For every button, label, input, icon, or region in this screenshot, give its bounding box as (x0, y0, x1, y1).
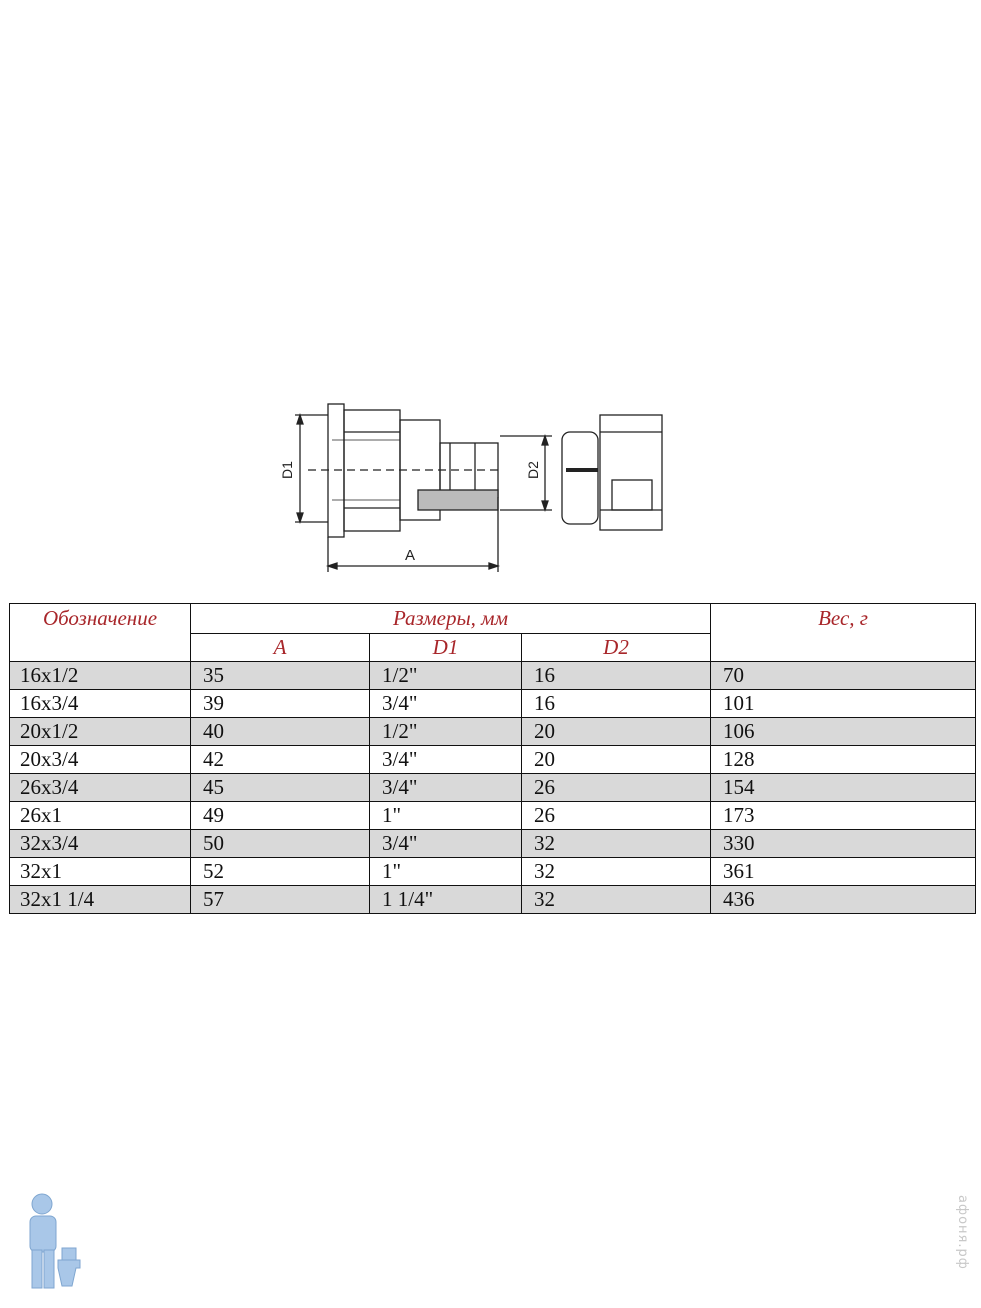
cell-a: 40 (191, 718, 370, 746)
cell-weight: 154 (711, 774, 976, 802)
table-row (10, 774, 976, 802)
cell-a: 45 (191, 774, 370, 802)
cell-weight: 330 (711, 830, 976, 858)
cell-designation: 26x3/4 (10, 774, 191, 802)
plumber-logo (14, 1190, 89, 1300)
cell-weight: 70 (711, 662, 976, 690)
watermark (955, 1195, 975, 1305)
cell-d1: 3/4" (370, 774, 522, 802)
header-designation: Обозначение (10, 604, 191, 662)
table-row (10, 662, 976, 690)
cell-weight: 436 (711, 886, 976, 914)
dim-label-a: A (404, 547, 416, 564)
cell-designation: 32x1 (10, 858, 191, 886)
table-row (10, 858, 976, 886)
cell-d1: 1/2" (370, 718, 522, 746)
cell-a: 52 (191, 858, 370, 886)
cell-d2: 32 (522, 886, 711, 914)
cell-designation: 20x3/4 (10, 746, 191, 774)
cell-designation: 20x1/2 (10, 718, 191, 746)
cell-d2: 20 (522, 718, 711, 746)
table-row (10, 746, 976, 774)
cell-d2: 16 (522, 690, 711, 718)
cell-d2: 16 (522, 662, 711, 690)
table-row (10, 690, 976, 718)
table-body (10, 662, 976, 914)
cell-designation: 26x1 (10, 802, 191, 830)
cell-designation: 32x1 1/4 (10, 886, 191, 914)
header-a: A (191, 634, 370, 662)
cell-d1: 3/4" (370, 746, 522, 774)
spec-table (9, 603, 976, 914)
cell-a: 42 (191, 746, 370, 774)
cell-d1: 1" (370, 802, 522, 830)
fitting-technical-drawing (0, 0, 981, 600)
table-row (10, 802, 976, 830)
cell-weight: 173 (711, 802, 976, 830)
cell-d2: 26 (522, 802, 711, 830)
cell-d1: 3/4" (370, 830, 522, 858)
cell-d2: 32 (522, 858, 711, 886)
cell-d1: 1 1/4" (370, 886, 522, 914)
cell-a: 49 (191, 802, 370, 830)
cell-d1: 1" (370, 858, 522, 886)
cell-d1: 3/4" (370, 690, 522, 718)
table-row (10, 718, 976, 746)
watermark-text: афоня.рф (955, 1195, 970, 1270)
cell-a: 50 (191, 830, 370, 858)
header-d2: D2 (522, 634, 711, 662)
cell-d2: 32 (522, 830, 711, 858)
header-weight: Вес, г (711, 604, 976, 662)
table-row (10, 886, 976, 914)
cell-d1: 1/2" (370, 662, 522, 690)
cell-designation: 16x3/4 (10, 690, 191, 718)
cell-designation: 32x3/4 (10, 830, 191, 858)
cell-d2: 26 (522, 774, 711, 802)
cell-weight: 106 (711, 718, 976, 746)
dim-label-d1: D1 (279, 461, 295, 479)
cell-a: 57 (191, 886, 370, 914)
cell-weight: 101 (711, 690, 976, 718)
header-d1: D1 (370, 634, 522, 662)
cell-a: 39 (191, 690, 370, 718)
table-row (10, 830, 976, 858)
table-header-row (10, 604, 976, 634)
cell-weight: 361 (711, 858, 976, 886)
cell-weight: 128 (711, 746, 976, 774)
cell-a: 35 (191, 662, 370, 690)
cell-designation: 16x1/2 (10, 662, 191, 690)
header-dimensions: Размеры, мм (191, 604, 711, 634)
cell-d2: 20 (522, 746, 711, 774)
dim-label-d2: D2 (525, 461, 541, 479)
